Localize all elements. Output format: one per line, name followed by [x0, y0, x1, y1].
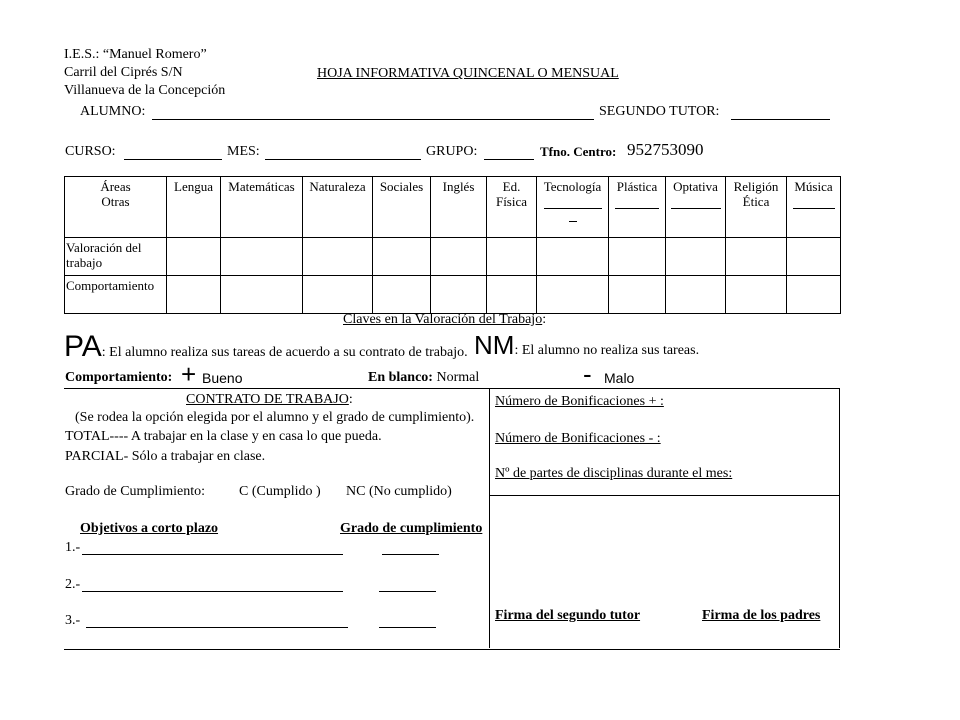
subject-label: Ed.: [502, 179, 521, 194]
grade-cell[interactable]: [373, 276, 431, 314]
grade-cell[interactable]: [487, 238, 537, 276]
right-box-divider: [489, 495, 840, 496]
objetivo-3-field[interactable]: [86, 627, 348, 628]
subject-label: Naturaleza: [309, 179, 366, 194]
subject-label: Tecnología: [543, 179, 602, 194]
grade-cell[interactable]: [431, 276, 487, 314]
grade-cell[interactable]: [303, 276, 373, 314]
pa-text: : El alumno realiza sus tareas de acuerdo a su contrato de trabajo.: [101, 345, 468, 360]
grade-cell[interactable]: [609, 238, 666, 276]
grupo-label: GRUPO:: [426, 144, 478, 159]
subject-label: Música: [794, 179, 833, 194]
blank-line[interactable]: [671, 208, 721, 209]
contrato-parcial: PARCIAL- Sólo a trabajar en clase.: [65, 449, 266, 464]
subject-label: Matemáticas: [228, 179, 295, 194]
comportamiento-label: Comportamiento:: [65, 370, 173, 385]
grade-cell[interactable]: [609, 276, 666, 314]
blank-line[interactable]: [793, 208, 835, 209]
subject-label: Religión: [733, 179, 779, 194]
objetivo-1-field[interactable]: [82, 554, 343, 555]
subject-header: [787, 177, 841, 238]
grade-cell[interactable]: [221, 276, 303, 314]
grade-cell[interactable]: [373, 238, 431, 276]
grado-3-field[interactable]: [379, 627, 436, 628]
firma-padres: Firma de los padres: [702, 608, 821, 623]
pa-code: PA: [64, 330, 102, 363]
corner-line2: Otras: [101, 194, 130, 209]
table-row: [65, 276, 841, 314]
blank-line[interactable]: [544, 208, 602, 209]
grado-1-field[interactable]: [382, 554, 439, 555]
en-blanco-label: En blanco:: [368, 370, 433, 385]
grado-2-field[interactable]: [379, 591, 436, 592]
tfno-label: Tfno. Centro:: [540, 144, 617, 159]
objetivo-2-label: 2.-: [65, 577, 81, 592]
contrato-heading: [186, 392, 353, 408]
segundo-tutor-field[interactable]: [731, 119, 830, 120]
contrato-divider: [489, 388, 490, 648]
curso-field[interactable]: [124, 159, 222, 160]
subject-label-line2: Física: [495, 194, 528, 209]
grade-cell[interactable]: [537, 276, 609, 314]
contrato-total: TOTAL---- A trabajar en la clase y en casa lo que pueda.: [65, 429, 382, 444]
subject-label: Sociales: [379, 179, 424, 194]
en-blanco-value: Normal: [436, 370, 480, 385]
claves-heading: [343, 312, 546, 328]
mes-field[interactable]: [265, 159, 421, 160]
grade-cell[interactable]: [167, 276, 221, 314]
subject-header: [431, 177, 487, 238]
school-name: I.E.S.: “Manuel Romero”: [64, 47, 207, 62]
grade-cell[interactable]: [787, 238, 841, 276]
grade-cell[interactable]: [487, 276, 537, 314]
subject-header: [487, 177, 537, 238]
contrato-subtitle: (Se rodea la opción elegida por el alumno y el grado de cumplimiento).: [75, 410, 475, 425]
subject-header: [537, 177, 609, 238]
claves-colon: :: [542, 312, 547, 327]
minus-icon: -: [583, 359, 592, 389]
subject-label: Optativa: [673, 179, 718, 194]
subject-label-line2: Ética: [742, 194, 770, 209]
page-title: HOJA INFORMATIVA QUINCENAL O MENSUAL: [317, 66, 619, 81]
subject-label: Lengua: [174, 179, 213, 194]
tfno-value: 952753090: [627, 140, 704, 159]
grado-label: Grado de Cumplimiento:: [65, 484, 205, 499]
curso-label: CURSO:: [65, 144, 116, 159]
bonificaciones-minus: Número de Bonificaciones - :: [495, 431, 661, 446]
school-town: Villanueva de la Concepción: [64, 83, 226, 98]
grado-c-option[interactable]: C (Cumplido ): [239, 484, 321, 499]
firma-segundo-tutor: Firma del segundo tutor: [495, 608, 641, 623]
blank-mark: [569, 221, 577, 222]
mes-label: MES:: [227, 144, 260, 159]
subject-header: [303, 177, 373, 238]
grade-cell[interactable]: [787, 276, 841, 314]
segundo-tutor-label: SEGUNDO TUTOR:: [599, 104, 720, 119]
grade-cell[interactable]: [666, 276, 726, 314]
blank-line[interactable]: [615, 208, 659, 209]
grade-cell[interactable]: [537, 238, 609, 276]
clave-pa-row: [64, 330, 468, 364]
objetivo-1-label: 1.-: [65, 540, 81, 555]
grade-cell[interactable]: [726, 238, 787, 276]
table-row: [65, 238, 841, 276]
contrato-right-border: [839, 388, 840, 648]
objetivos-header: Objetivos a corto plazo: [80, 521, 219, 536]
grade-cell[interactable]: [167, 238, 221, 276]
grades-table: [64, 176, 841, 314]
contrato-title: CONTRATO DE TRABAJO: [186, 392, 349, 407]
claves-title: Claves en la Valoración del Trabajo: [343, 312, 543, 327]
row-label-comportamiento: Comportamiento: [65, 276, 167, 314]
row-label-valoracion: [65, 238, 167, 276]
subject-label: Plástica: [616, 179, 658, 194]
grade-cell[interactable]: [666, 238, 726, 276]
objetivo-2-field[interactable]: [82, 591, 343, 592]
bueno-label: Bueno: [202, 370, 243, 386]
subject-header: [609, 177, 666, 238]
grado-nc-option[interactable]: NC (No cumplido): [346, 484, 452, 499]
objetivo-3-label: 3.-: [65, 613, 81, 628]
alumno-field[interactable]: [152, 119, 594, 120]
grupo-field[interactable]: [484, 159, 534, 160]
grade-cell[interactable]: [221, 238, 303, 276]
grado-header: Grado de cumplimiento: [340, 521, 483, 536]
row-label-line1: Valoración del: [66, 240, 142, 255]
row-label-line2: trabajo: [66, 255, 103, 270]
bonificaciones-plus: Número de Bonificaciones + :: [495, 394, 664, 409]
nm-text: : El alumno no realiza sus tareas.: [514, 343, 700, 358]
subject-header: [666, 177, 726, 238]
clave-nm-row: [474, 330, 699, 361]
subject-header: [221, 177, 303, 238]
grade-cell[interactable]: [303, 238, 373, 276]
malo-label: Malo: [604, 370, 635, 386]
plus-icon: +: [181, 359, 197, 389]
corner-line1: Áreas: [100, 179, 131, 194]
corner-cell: [65, 177, 167, 238]
en-blanco: [368, 370, 479, 386]
school-address: Carril del Ciprés S/N: [64, 65, 183, 80]
subject-header: [373, 177, 431, 238]
subject-label: Inglés: [442, 179, 475, 194]
table-header-row: [65, 177, 841, 238]
partes-disciplina: Nº de partes de disciplinas durante el mes:: [495, 466, 733, 481]
grade-cell[interactable]: [726, 276, 787, 314]
contrato-title-colon: :: [348, 392, 353, 407]
subject-header: [726, 177, 787, 238]
alumno-label: ALUMNO:: [80, 104, 146, 119]
grade-cell[interactable]: [431, 238, 487, 276]
nm-code: NM: [474, 330, 515, 360]
subject-header: [167, 177, 221, 238]
